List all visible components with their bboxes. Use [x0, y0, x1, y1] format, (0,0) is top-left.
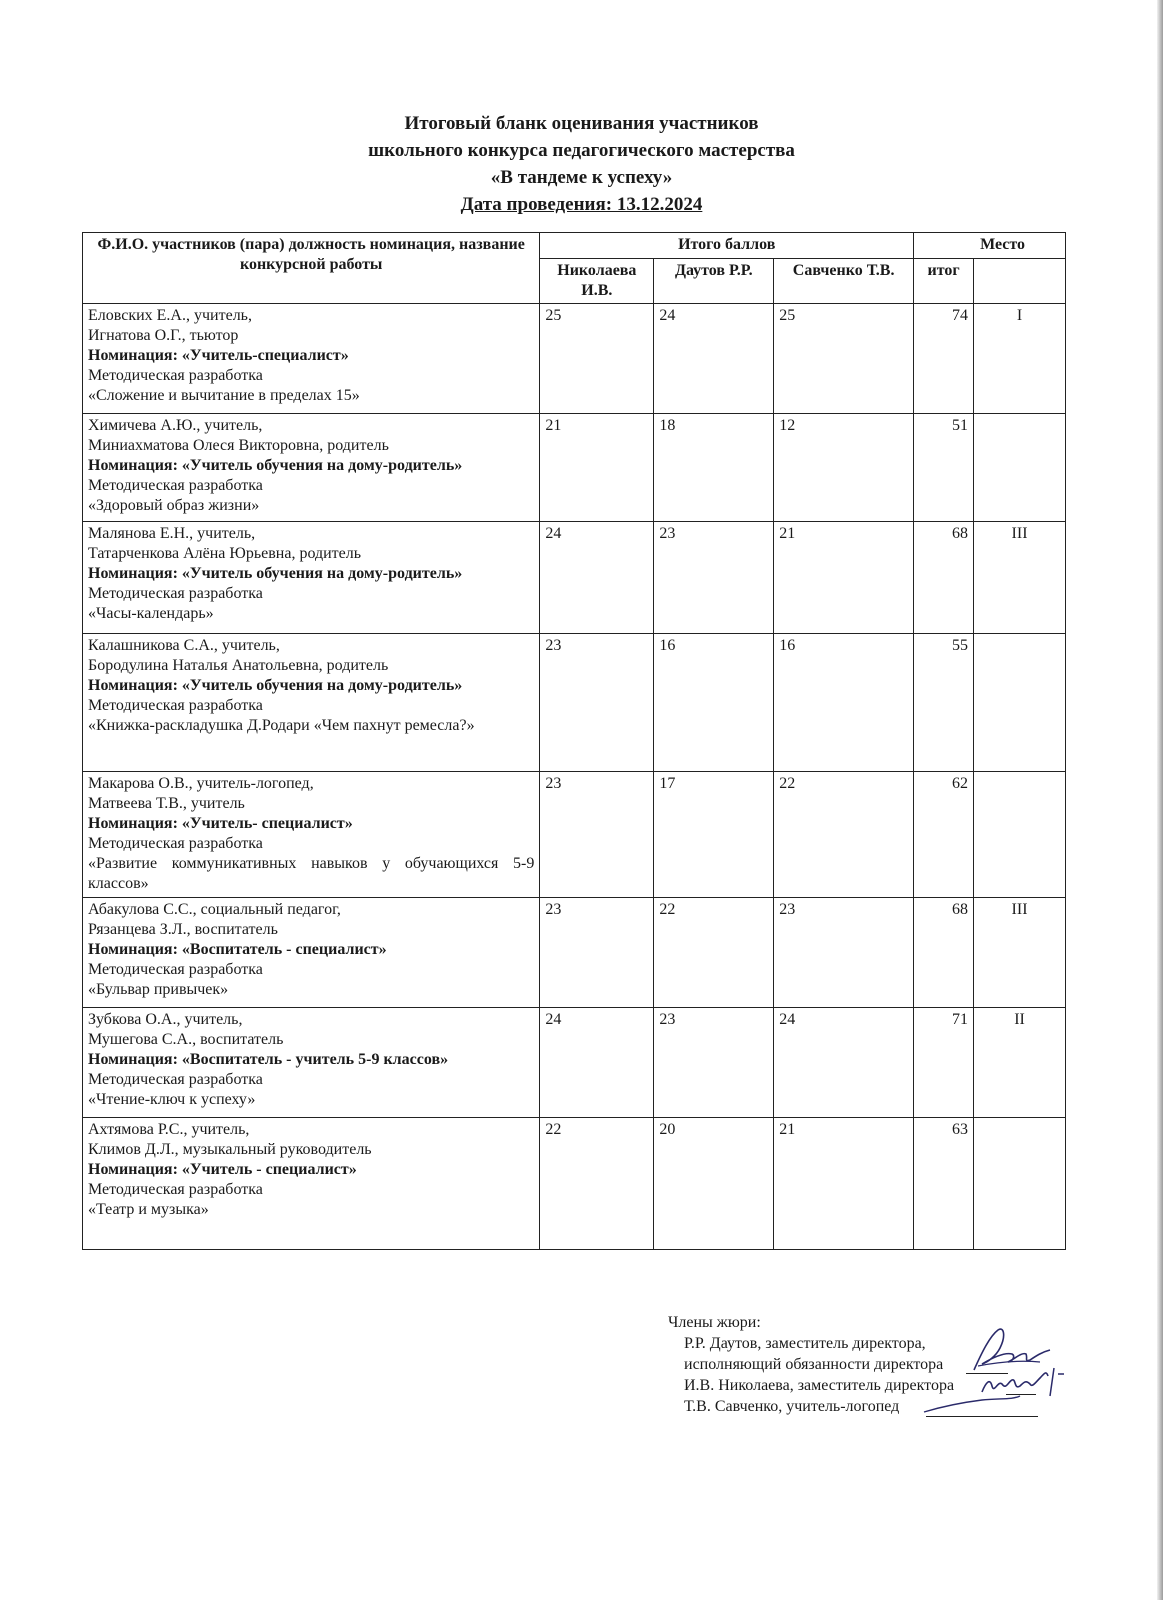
score-dautov: 23 [654, 522, 774, 634]
work-type: Методическая разработка [88, 961, 263, 978]
participant-1: Малянова Е.Н., учитель, [88, 525, 256, 542]
table-row [83, 1118, 1066, 1250]
participant-1: Макарова О.В., учитель-логопед, [88, 775, 314, 792]
participant-1: Калашникова С.А., учитель, [88, 637, 280, 654]
header-place-blank [974, 259, 1066, 304]
work-title: «Бульвар привычек» [88, 981, 229, 998]
work-type: Методическая разработка [88, 585, 263, 602]
header-total-points: Итого баллов [540, 233, 914, 259]
table-row [83, 304, 1066, 414]
nomination: Номинация: «Воспитатель - учитель 5-9 классов» [88, 1051, 449, 1068]
work-title: «Часы-календарь» [88, 605, 214, 622]
score-nikolaeva: 22 [540, 1118, 654, 1250]
work-type: Методическая разработка [88, 697, 263, 714]
score-total: 71 [914, 1008, 974, 1118]
work-title: «Развитие коммуникативных навыков у обучающихся 5-9 классов» [88, 855, 535, 892]
jury-member-dautov-role: исполняющий обязанности директора [684, 1356, 944, 1373]
score-nikolaeva: 24 [540, 522, 654, 634]
participant-2: Мушегова С.А., воспитатель [88, 1031, 284, 1048]
event-date: Дата проведения: 13.12.2024 [460, 194, 703, 215]
nomination: Номинация: «Учитель обучения на дому-родитель» [88, 565, 463, 582]
work-type: Методическая разработка [88, 1071, 263, 1088]
document-title [0, 110, 1163, 218]
place [974, 1118, 1066, 1250]
nomination: Номинация: «Учитель - специалист» [88, 1161, 357, 1178]
participant-cell [83, 772, 540, 898]
table-row [83, 772, 1066, 898]
place: III [974, 522, 1066, 634]
scan-edge-shadow [1157, 0, 1163, 1600]
participant-cell [83, 1008, 540, 1118]
participant-1: Химичева А.Ю., учитель, [88, 417, 263, 434]
work-type: Методическая разработка [88, 835, 263, 852]
score-total: 63 [914, 1118, 974, 1250]
participant-1: Еловских Е.А., учитель, [88, 307, 252, 324]
score-dautov: 16 [654, 634, 774, 772]
table-row [83, 898, 1066, 1008]
work-type: Методическая разработка [88, 477, 263, 494]
score-nikolaeva: 23 [540, 634, 654, 772]
place: III [974, 898, 1066, 1008]
scores-table [82, 232, 1066, 1250]
score-savchenko: 25 [774, 304, 914, 414]
title-line-2: школьного конкурса педагогического мастерства [368, 140, 795, 161]
nomination: Номинация: «Учитель обучения на дому-родитель» [88, 677, 463, 694]
score-total: 51 [914, 414, 974, 522]
score-total: 68 [914, 898, 974, 1008]
score-nikolaeva: 23 [540, 898, 654, 1008]
header-sum: итог [914, 259, 974, 304]
score-nikolaeva: 24 [540, 1008, 654, 1118]
table-row [83, 1008, 1066, 1118]
score-savchenko: 22 [774, 772, 914, 898]
participant-cell [83, 898, 540, 1008]
jury-member-dautov: Р.Р. Даутов, заместитель директора, [684, 1335, 926, 1352]
work-title: «Сложение и вычитание в пределах 15» [88, 387, 360, 404]
jury-member-nikolaeva: И.В. Николаева, заместитель директора [684, 1377, 955, 1394]
participant-1: Зубкова О.А., учитель, [88, 1011, 243, 1028]
table-row [83, 522, 1066, 634]
header-participant: Ф.И.О. участников (пара) должность номинация, название конкурсной работы [83, 233, 540, 304]
work-type: Методическая разработка [88, 367, 263, 384]
participant-cell [83, 522, 540, 634]
participant-2: Рязанцева З.Л., воспитатель [88, 921, 278, 938]
header-judge-savchenko: Савченко Т.В. [774, 259, 914, 304]
title-line-3: «В тандеме к успеху» [490, 167, 673, 188]
jury-block [668, 1312, 954, 1417]
place: II [974, 1008, 1066, 1118]
header-place: Место [914, 233, 1066, 259]
title-line-1: Итоговый бланк оценивания участников [404, 113, 759, 134]
participant-2: Климов Д.Л., музыкальный руководитель [88, 1141, 372, 1158]
table-row [83, 414, 1066, 522]
score-dautov: 23 [654, 1008, 774, 1118]
participant-cell [83, 634, 540, 772]
place [974, 414, 1066, 522]
score-savchenko: 16 [774, 634, 914, 772]
participant-cell [83, 414, 540, 522]
work-title: «Чтение-ключ к успеху» [88, 1091, 256, 1108]
participant-cell [83, 1118, 540, 1250]
score-savchenko: 21 [774, 522, 914, 634]
score-dautov: 18 [654, 414, 774, 522]
score-savchenko: 23 [774, 898, 914, 1008]
score-nikolaeva: 25 [540, 304, 654, 414]
participant-2: Татарченкова Алёна Юрьевна, родитель [88, 545, 362, 562]
participant-2: Матвеева Т.В., учитель [88, 795, 245, 812]
score-savchenko: 12 [774, 414, 914, 522]
place: I [974, 304, 1066, 414]
participant-cell [83, 304, 540, 414]
participant-2: Игнатова О.Г., тьютор [88, 327, 239, 344]
header-judge-nikolaeva: Николаева И.В. [540, 259, 654, 304]
participant-2: Бородулина Наталья Анатольевна, родитель [88, 657, 389, 674]
score-total: 55 [914, 634, 974, 772]
score-savchenko: 21 [774, 1118, 914, 1250]
score-total: 74 [914, 304, 974, 414]
participant-1: Ахтямова Р.С., учитель, [88, 1121, 250, 1138]
header-judge-dautov: Даутов Р.Р. [654, 259, 774, 304]
score-dautov: 24 [654, 304, 774, 414]
work-title: «Театр и музыка» [88, 1201, 209, 1218]
score-savchenko: 24 [774, 1008, 914, 1118]
place [974, 634, 1066, 772]
score-dautov: 17 [654, 772, 774, 898]
score-dautov: 22 [654, 898, 774, 1008]
nomination: Номинация: «Учитель- специалист» [88, 815, 353, 832]
score-nikolaeva: 23 [540, 772, 654, 898]
nomination: Номинация: «Учитель обучения на дому-родитель» [88, 457, 463, 474]
score-dautov: 20 [654, 1118, 774, 1250]
place [974, 772, 1066, 898]
score-total: 62 [914, 772, 974, 898]
participant-2: Миниахматова Олеся Викторовна, родитель [88, 437, 389, 454]
participant-1: Абакулова С.С., социальный педагог, [88, 901, 341, 918]
nomination: Номинация: «Воспитатель - специалист» [88, 941, 387, 958]
table-row [83, 634, 1066, 772]
work-title: «Книжка-раскладушка Д.Родари «Чем пахнут ремесла?» [88, 717, 475, 734]
score-total: 68 [914, 522, 974, 634]
jury-member-savchenko: Т.В. Савченко, учитель-логопед [684, 1398, 900, 1415]
work-title: «Здоровый образ жизни» [88, 497, 260, 514]
signature-savchenko [920, 1386, 1040, 1420]
nomination: Номинация: «Учитель-специалист» [88, 347, 349, 364]
jury-heading: Члены жюри: [668, 1314, 761, 1331]
work-type: Методическая разработка [88, 1181, 263, 1198]
score-nikolaeva: 21 [540, 414, 654, 522]
